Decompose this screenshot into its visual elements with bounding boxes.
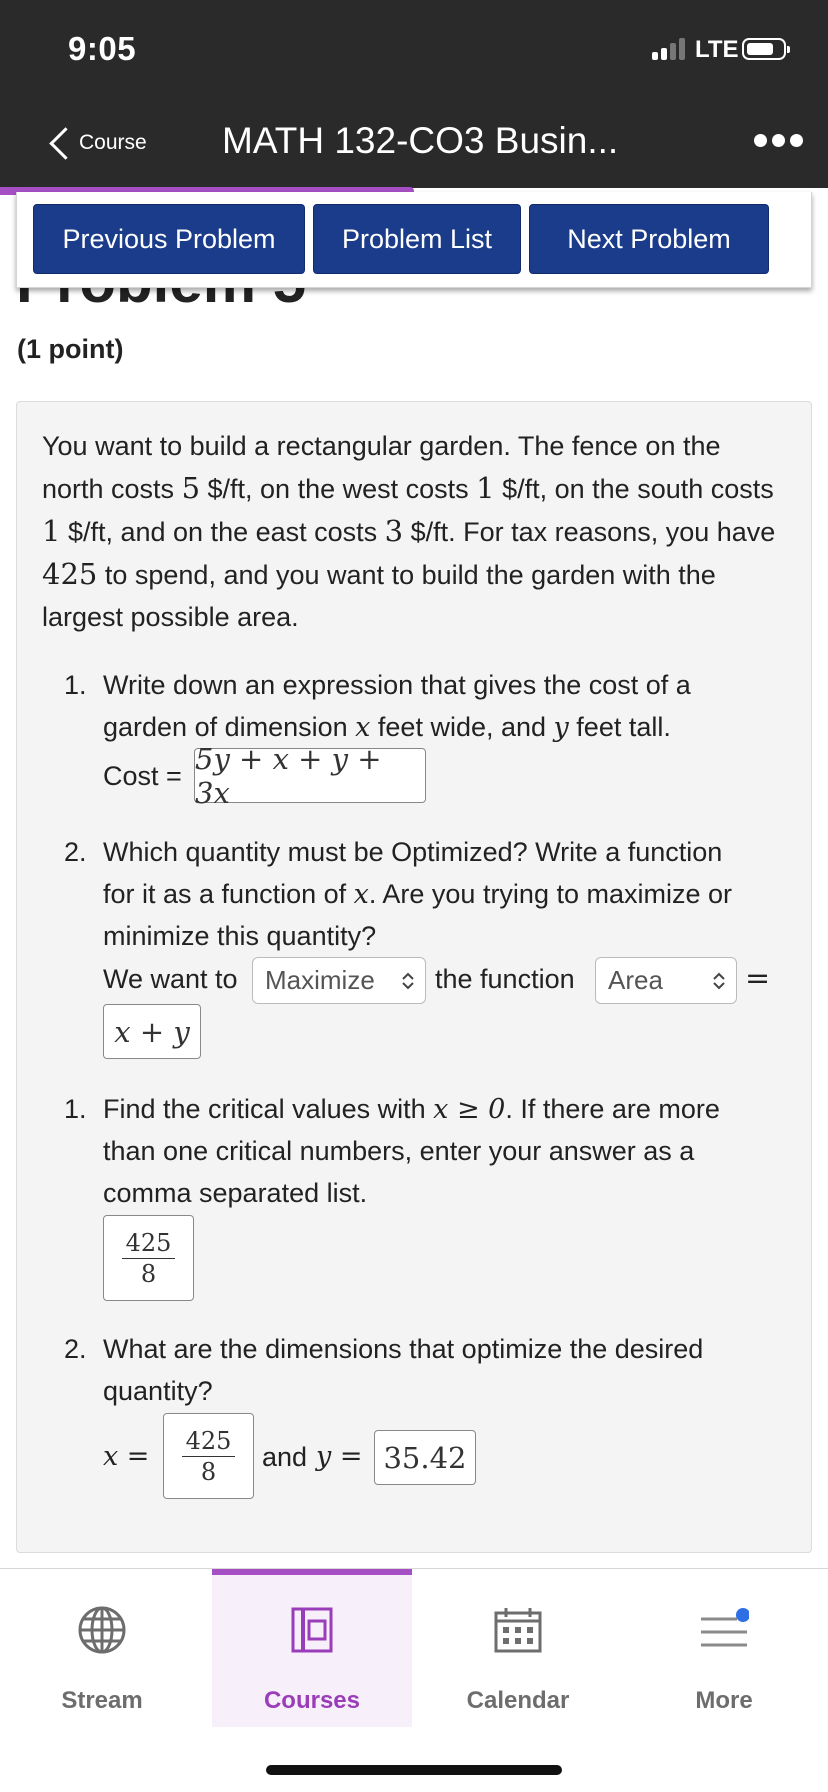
cost-label: Cost = (103, 761, 182, 791)
tab-more[interactable] (624, 1569, 824, 1727)
tab-label: Courses (263, 1687, 361, 1714)
fraction: $\frac{425}{8}$ (182, 1426, 236, 1487)
question-text: garden of dimension x feet wide, and y feet tall. (103, 712, 671, 743)
tab-label: More (695, 1687, 753, 1714)
battery-icon (742, 38, 786, 60)
more-icon (699, 1605, 749, 1655)
question-text: comma separated list. (103, 1178, 368, 1208)
more-options-icon[interactable] (754, 134, 803, 147)
home-indicator[interactable] (266, 1765, 562, 1775)
page-title: MATH 132-CO3 Busin... (222, 120, 619, 161)
next-problem-button[interactable]: Next Problem (529, 204, 769, 274)
globe-icon (77, 1605, 127, 1655)
question-text: Write down an expression that gives the cost of a (103, 670, 691, 700)
status-time: 9:05 (68, 30, 137, 67)
west-cost: 1 (476, 471, 495, 505)
question-text: minimize this quantity? (103, 921, 377, 951)
calendar-icon (493, 1605, 543, 1655)
east-cost: 3 (384, 514, 404, 548)
y-label: y = (316, 1441, 363, 1472)
x-label: x = (103, 1441, 150, 1472)
budget-value: 425 (42, 557, 98, 591)
select-caret-icon (712, 970, 726, 992)
question-number: 1. (64, 670, 87, 700)
fraction: $\frac{425}{8}$ (122, 1228, 176, 1289)
and-label: and (262, 1442, 308, 1472)
north-cost: 5 (181, 471, 201, 505)
equals-sign: = (745, 961, 771, 996)
tab-stream[interactable] (2, 1569, 202, 1727)
y-dimension-input[interactable]: 35.42 (374, 1430, 476, 1485)
tab-calendar[interactable] (418, 1569, 618, 1727)
signal-icon (652, 38, 685, 60)
we-want-to-label: We want to (103, 964, 238, 994)
south-cost: 1 (42, 514, 61, 548)
question-text: What are the dimensions that optimize the desired (103, 1334, 704, 1364)
chevron-left-icon (49, 127, 82, 160)
question-text: Find the critical values with x ≥ 0. If there are more (103, 1094, 720, 1125)
question-number: 2. (64, 1334, 87, 1364)
bottom-tab-bar (0, 1568, 828, 1727)
problem-navigation (16, 192, 812, 288)
notification-dot (736, 1608, 749, 1622)
problem-list-button[interactable]: Problem List (313, 204, 521, 274)
problem-statement: You want to build a rectangular garden. The fence on the north costs 5 $/ft, on the west costs 1 $/ft, on the south costs 1 $/ft, and on the east costs 3 $/ft. For tax reasons, you have 425 to spend, and you want to build the garden with the largest possible area. (42, 431, 776, 632)
question-number: 1. (64, 1094, 87, 1124)
critical-values-input[interactable] (103, 1215, 194, 1301)
nav-bar (0, 100, 828, 188)
courses-icon (287, 1605, 337, 1655)
optimize-select[interactable]: Maximize (252, 957, 426, 1004)
function-answer-input[interactable]: x + y (103, 1004, 201, 1059)
tab-courses[interactable] (212, 1569, 412, 1727)
back-label: Course (79, 131, 147, 154)
network-type: LTE (695, 36, 739, 63)
question-text: Which quantity must be Optimized? Write a function (103, 837, 723, 867)
problem-points: (1 point) (17, 334, 124, 364)
cost-answer-input[interactable]: 5y + x + y + 3x (194, 748, 426, 803)
question-text: for it as a function of x. Are you trying to maximize or (103, 879, 733, 910)
function-select[interactable]: Area (595, 957, 737, 1004)
select-caret-icon (401, 970, 415, 992)
question-text: than one critical numbers, enter your answer as a (103, 1136, 695, 1166)
the-function-label: the function (435, 964, 575, 994)
question-number: 2. (64, 837, 87, 867)
tab-label: Calendar (466, 1687, 570, 1714)
x-dimension-input[interactable] (163, 1413, 254, 1499)
back-button[interactable] (40, 116, 147, 170)
tab-label: Stream (61, 1687, 143, 1714)
question-text: quantity? (103, 1376, 213, 1406)
previous-problem-button[interactable]: Previous Problem (33, 204, 305, 274)
status-bar (0, 0, 828, 100)
